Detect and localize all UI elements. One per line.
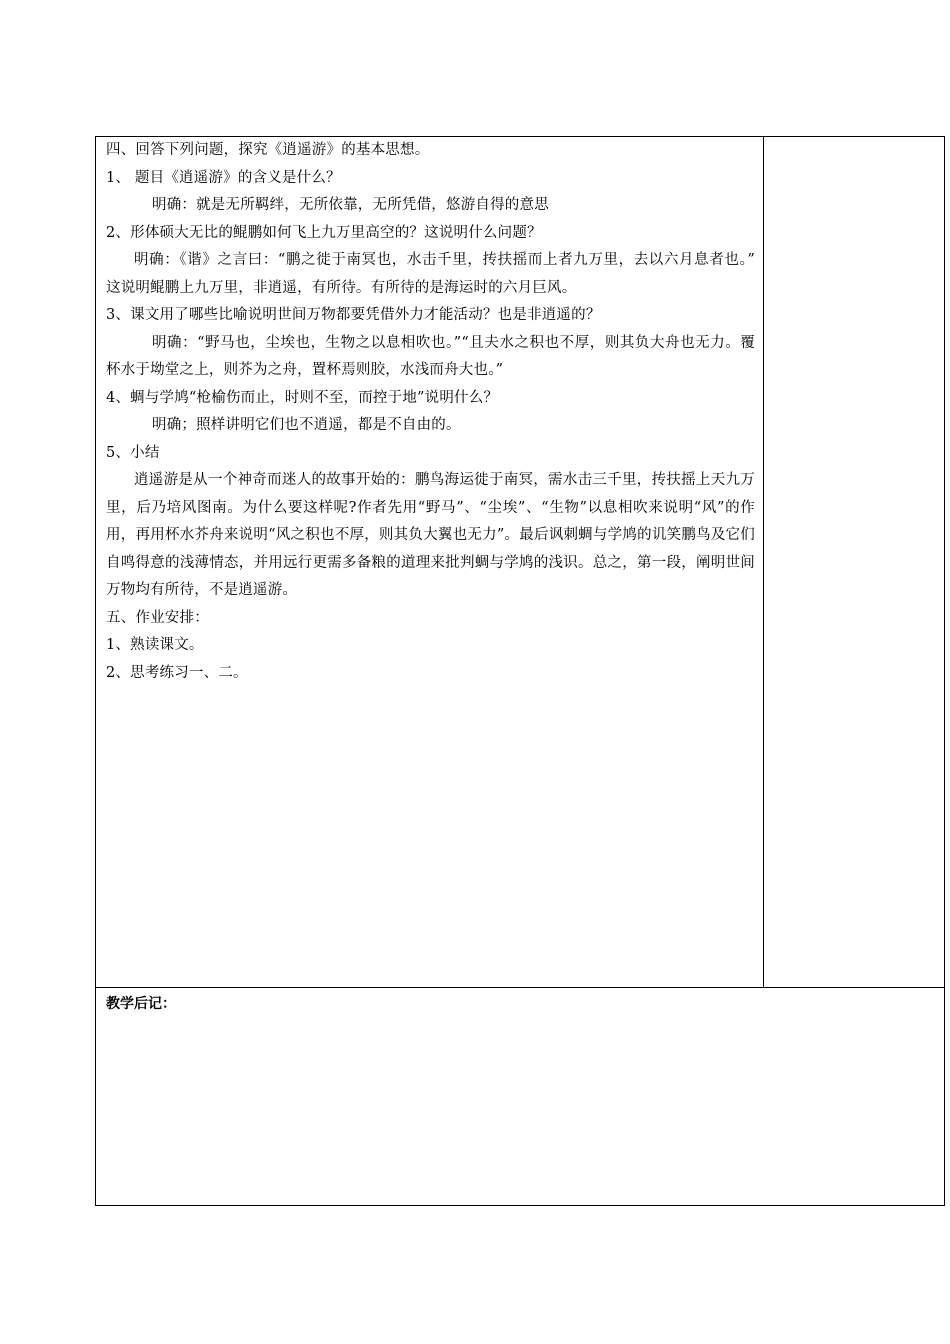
question-1: 1、 题目《逍遥游》的含义是什么？ bbox=[106, 169, 341, 186]
teaching-notes-cell bbox=[96, 987, 944, 1205]
answer-2: 明确：《谐》之言曰：“鹏之徙于南冥也，水击千里，抟扶摇而上者九万里，去以六月息者也。” 这说明鲲鹏上九万里，非逍遥，有所待。有所待的是海运时的六月巨风。 bbox=[106, 252, 755, 296]
lesson-content-cell bbox=[96, 137, 764, 987]
answer-1: 明确：就是无所羁绊，无所依靠，无所凭借，悠游自得的意思 bbox=[152, 197, 549, 213]
section-five-heading: 五、作业安排： bbox=[106, 609, 209, 626]
summary-title: 5、小结 bbox=[106, 444, 160, 461]
lesson-plan-table bbox=[95, 136, 945, 1206]
answer-4: 明确；照样讲明它们也不逍遥，都是不自由的。 bbox=[152, 417, 461, 433]
homework-item-1: 1、熟读课文。 bbox=[106, 637, 204, 653]
section-four-heading: 四、回答下列问题，探究《逍遥游》的基本思想。 bbox=[106, 142, 430, 158]
question-4: 4、蜩与学鸠“枪榆伤而止，时则不至，而控于地”说明什么？ bbox=[106, 389, 499, 406]
homework-item-2: 2、思考练习一、二。 bbox=[106, 664, 248, 681]
question-3: 3、课文用了哪些比喻说明世间万物都要凭借外力才能活动？也是非逍遥的？ bbox=[106, 307, 601, 323]
side-notes-cell bbox=[764, 137, 944, 987]
question-2: 2、形体硕大无比的鲲鹏如何飞上九万里高空的？这说明什么问题？ bbox=[106, 224, 542, 241]
answer-3: 明确：“野马也，尘埃也，生物之以息相吹也。”“且夫水之积也不厚，则其负大舟也无力。覆杯水于坳堂之上，则芥为之舟，置杯焉则胶，水浅而舟大也。” bbox=[106, 334, 755, 378]
teaching-notes-label: 教学后记： bbox=[106, 996, 176, 1012]
summary-paragraph: 逍遥游是从一个神奇而迷人的故事开始的：鹏鸟海运徙于南冥，需水击三千里，抟扶摇上天九万里，后乃培风图南。为什么要这样呢?作者先用“野马”、“尘埃”、“生物”以息相吹来说明“风”的作用，再用杯水芥舟来说明“风之积也不厚，则其负大翼也无力”。最后讽刺蜩与学鸠的讥笑鹏鸟及它们自鸣得意的浅薄情态，并用远行更需多备粮的道理来批判蜩与学鸠的浅识。总之，第一段，阐明世间万物均有所待，不是逍遥游。 bbox=[106, 472, 755, 598]
